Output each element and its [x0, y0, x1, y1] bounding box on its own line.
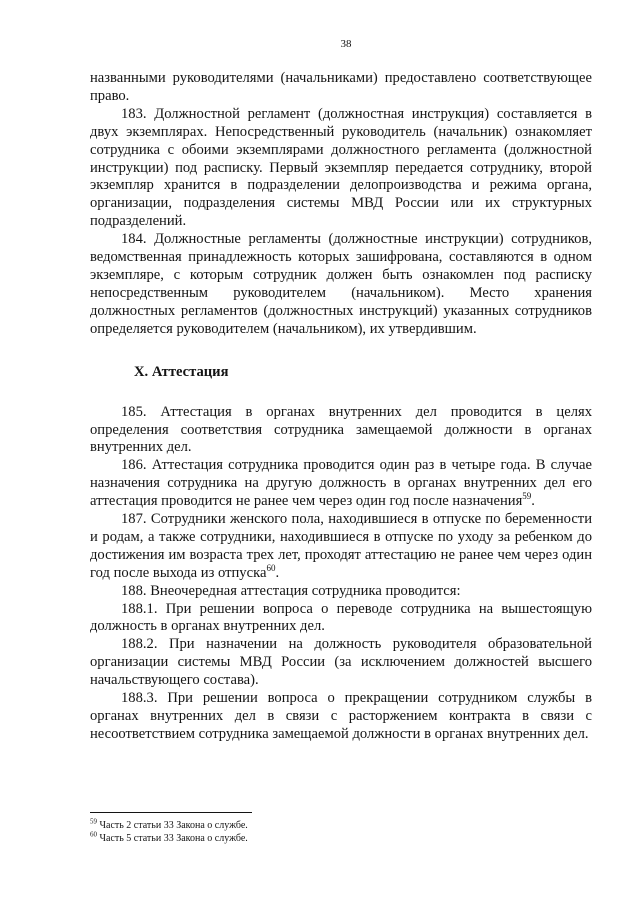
paragraph-188-1: 188.1. При решении вопроса о переводе сотрудника на вышестоящую должность в органах внутренних дел. [90, 600, 592, 635]
paragraph-187 [90, 511, 592, 583]
paragraph-188: 188. Внеочередная аттестация сотрудника проводится: [121, 582, 461, 599]
section-heading: X. Аттестация [134, 363, 229, 380]
footnote-ref-60[interactable]: 60 [266, 562, 276, 573]
paragraph-186-tail: . [531, 493, 535, 510]
paragraph-188-2: 188.2. При назначении на должность руководителя образовательной организации системы МВД России (за исключением должностей высшего начальствующего состава). [90, 636, 592, 689]
footnote-59-text: Часть 2 статьи 33 Закона о службе. [97, 820, 248, 831]
paragraph-186-text: 186. Аттестация сотрудника проводится один раз в четыре года. В случае назначения сотрудника на другую должность в органах внутренних дел его аттестация проводится не ранее чем через один год после назначения [90, 457, 592, 510]
footnote-60-text: Часть 5 статьи 33 Закона о службе. [97, 833, 248, 844]
footnote-60 [90, 832, 592, 845]
footnote-59 [90, 819, 592, 832]
footnote-number-59: 59 [90, 817, 97, 826]
footnote-number-60: 60 [90, 830, 97, 839]
document-body [90, 70, 592, 744]
paragraph-185: 185. Аттестация в органах внутренних дел проводится в целях определения соответствия сотрудника замещаемой должности в органах внутренних дел. [90, 403, 592, 456]
footnote-divider [90, 812, 252, 813]
paragraph-continuation: названными руководителями (начальниками) предоставлено соответствующее право. [90, 70, 592, 104]
footnotes [90, 812, 592, 845]
paragraph-187-tail: . [275, 564, 280, 581]
footnote-ref-59[interactable]: 59 [522, 491, 532, 502]
paragraph-187-text: 187. Сотрудники женского пола, находившиеся в отпуске по беременности и родам, а также сотрудники, находившиеся в отпуске по уходу за ребенком до достижения им возраста трех лет, проходят аттестацию не ранее чем через один год после выхода из отпуска [90, 511, 592, 581]
paragraph-188-3: 188.3. При решении вопроса о прекращении сотрудником службы в органах внутренних дел в связи с расторжением контракта в связи с несоответствием сотрудника замещаемой должности в органах внутренних дел. [90, 690, 592, 742]
page-number: 38 [340, 38, 352, 50]
paragraph-183: 183. Должностной регламент (должностная инструкция) составляется в двух экземплярах. Непосредственный руководитель (начальник) ознакомляет сотрудника с обоими экземплярами должностного регламента (должностной инструкции) под расписку. Первый экземпляр передается сотруднику, второй экземпляр хранится в подразделении делопроизводства и режима органа, организации, подразделения системы МВД России или их структурных подразделений. [90, 105, 592, 230]
paragraph-184: 184. Должностные регламенты (должностные инструкции) сотрудников, ведомственная принадлежность которых зашифрована, составляются в одном экземпляре, с которым сотрудник должен быть ознакомлен под расписку непосредственным руководителем (начальником). Место хранения должностных регламентов (должностных инструкций) указанных сотрудников определяется руководителем (начальником), их утвердившим. [90, 231, 592, 337]
paragraph-186 [90, 457, 592, 511]
